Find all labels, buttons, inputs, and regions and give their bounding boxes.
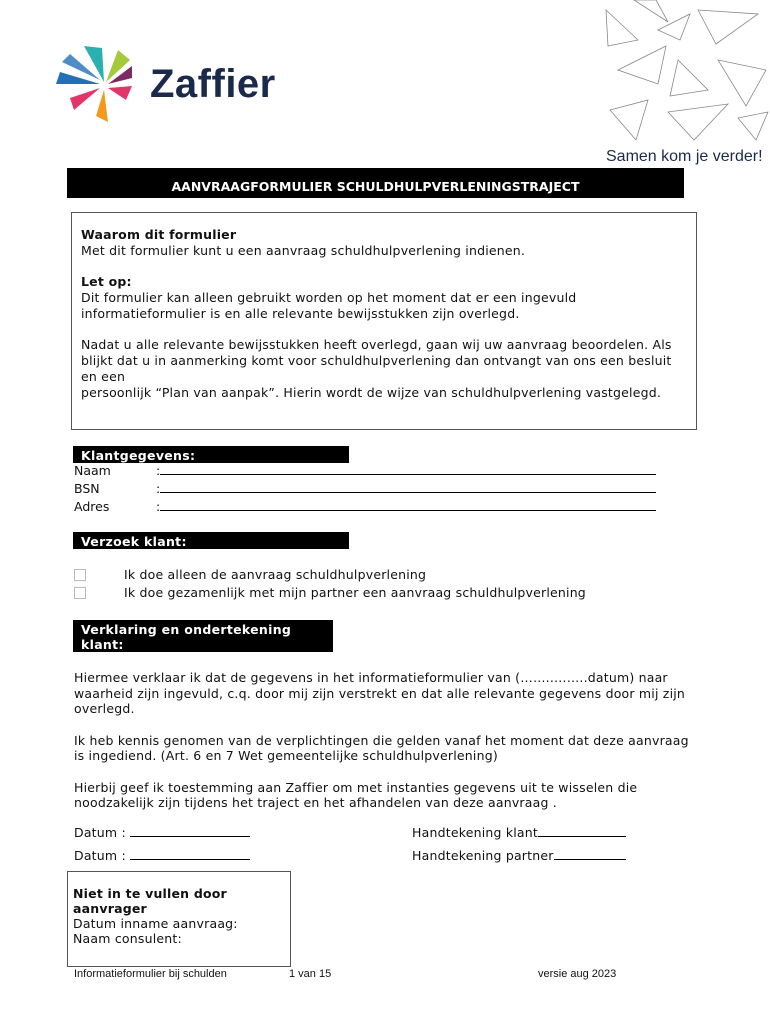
decorative-triangles-icon — [598, 0, 770, 150]
declaration-paragraph-2: Ik heb kennis genomen van de verplichtingen die gelden vanaf het moment dat deze aanvraag is ingediend. (Art. 6 en 7 Wet gemeentelijke schuldhulpverlening) — [74, 732, 689, 763]
declaration-heading-line-1: Verklaring en ondertekening — [81, 622, 292, 637]
date-label-1: Datum : — [74, 825, 126, 840]
note-text: Dit formulier kan alleen gebruikt worden op het moment dat er een ingevuld informatieformulier is en alle relevante bewijsstukken zijn overlegd. — [81, 290, 577, 321]
declaration-section-heading — [73, 620, 333, 652]
date-input-2[interactable] — [130, 848, 250, 860]
after-text: Nadat u alle relevante bewijsstukken heeft overlegd, gaan wij uw aanvraag beoordelen. Als blijkt dat u in aanmerking komt voor schuldhulpverlening dan ontvangt van ons een besluit en een — [81, 337, 672, 384]
after-text-2: persoonlijk “Plan van aanpak”. Hierin wordt de wijze van schuldhulpverlening vastgelegd. — [81, 385, 662, 400]
bsn-label: BSN — [74, 481, 100, 496]
partner-signature-row — [412, 848, 626, 863]
name-input[interactable] — [160, 463, 656, 475]
office-heading-2: aanvrager — [73, 901, 147, 916]
address-label: Adres — [74, 499, 110, 514]
date-label-2: Datum : — [74, 848, 126, 863]
date-input-1[interactable] — [130, 825, 250, 837]
address-input[interactable] — [160, 499, 656, 511]
client-signature-label: Handtekening klant — [412, 825, 539, 840]
bsn-input[interactable] — [160, 481, 656, 493]
date-row-1 — [74, 825, 250, 840]
bsn-field-row: BSN : — [74, 481, 656, 496]
consultant-name-label: Naam consulent: — [73, 931, 182, 946]
why-heading: Waarom dit formulier — [81, 227, 237, 242]
date-row-2 — [74, 848, 250, 863]
address-field-row: Adres : — [74, 499, 656, 514]
declaration-paragraph-1: Hiermee verklaar ik dat de gegevens in het informatieformulier van (……..……..datum) naar waarheid zijn ingevuld, c.q. door mij zijn verstrekt en dat alle relevante gegevens door mij zijn overlegd. — [74, 670, 686, 716]
note-heading: Let op: — [81, 274, 132, 289]
why-text: Met dit formulier kunt u een aanvraag schuldhulpverlening indienen. — [81, 243, 526, 258]
intro-box — [71, 212, 697, 430]
office-use-box — [67, 871, 291, 967]
partner-checkbox[interactable] — [74, 587, 86, 599]
alone-option-label: Ik doe alleen de aanvraag schuldhulpverlening — [124, 567, 427, 582]
declaration-heading-line-2: klant: — [81, 637, 124, 652]
partner-option-label: Ik doe gezamenlijk met mijn partner een aanvraag schuldhulpverlening — [124, 585, 586, 600]
form-title: AANVRAAGFORMULIER SCHULDHULPVERLENINGSTRAJECT — [67, 168, 684, 198]
client-signature-input[interactable] — [538, 825, 626, 837]
alone-checkbox[interactable] — [74, 569, 86, 581]
request-section-heading: Verzoek klant: — [73, 532, 349, 549]
client-section-heading: Klantgegevens: — [73, 446, 349, 463]
partner-signature-input[interactable] — [554, 848, 626, 860]
declaration-text — [74, 670, 694, 827]
intake-date-label: Datum inname aanvraag: — [73, 916, 238, 931]
office-heading-1: Niet in te vullen door — [73, 886, 227, 901]
name-label: Naam — [74, 463, 111, 478]
name-field-row: Naam : — [74, 463, 656, 478]
footer-version: versie aug 2023 — [538, 968, 617, 980]
brand-name: Zaffier — [150, 62, 276, 106]
declaration-paragraph-3: Hierbij geef ik toestemming aan Zaffier om met instanties gegevens uit te wisselen die noodzakelijk zijn tijdens het traject en het afhandelen van deze aanvraag . — [74, 779, 638, 810]
footer-page-number: 1 van 15 — [289, 968, 332, 980]
client-signature-row — [412, 825, 626, 840]
partner-signature-label: Handtekening partner — [412, 848, 554, 863]
footer-document-name: Informatieformulier bij schulden — [74, 968, 227, 980]
brand-slogan: Samen kom je verder! — [606, 148, 763, 165]
